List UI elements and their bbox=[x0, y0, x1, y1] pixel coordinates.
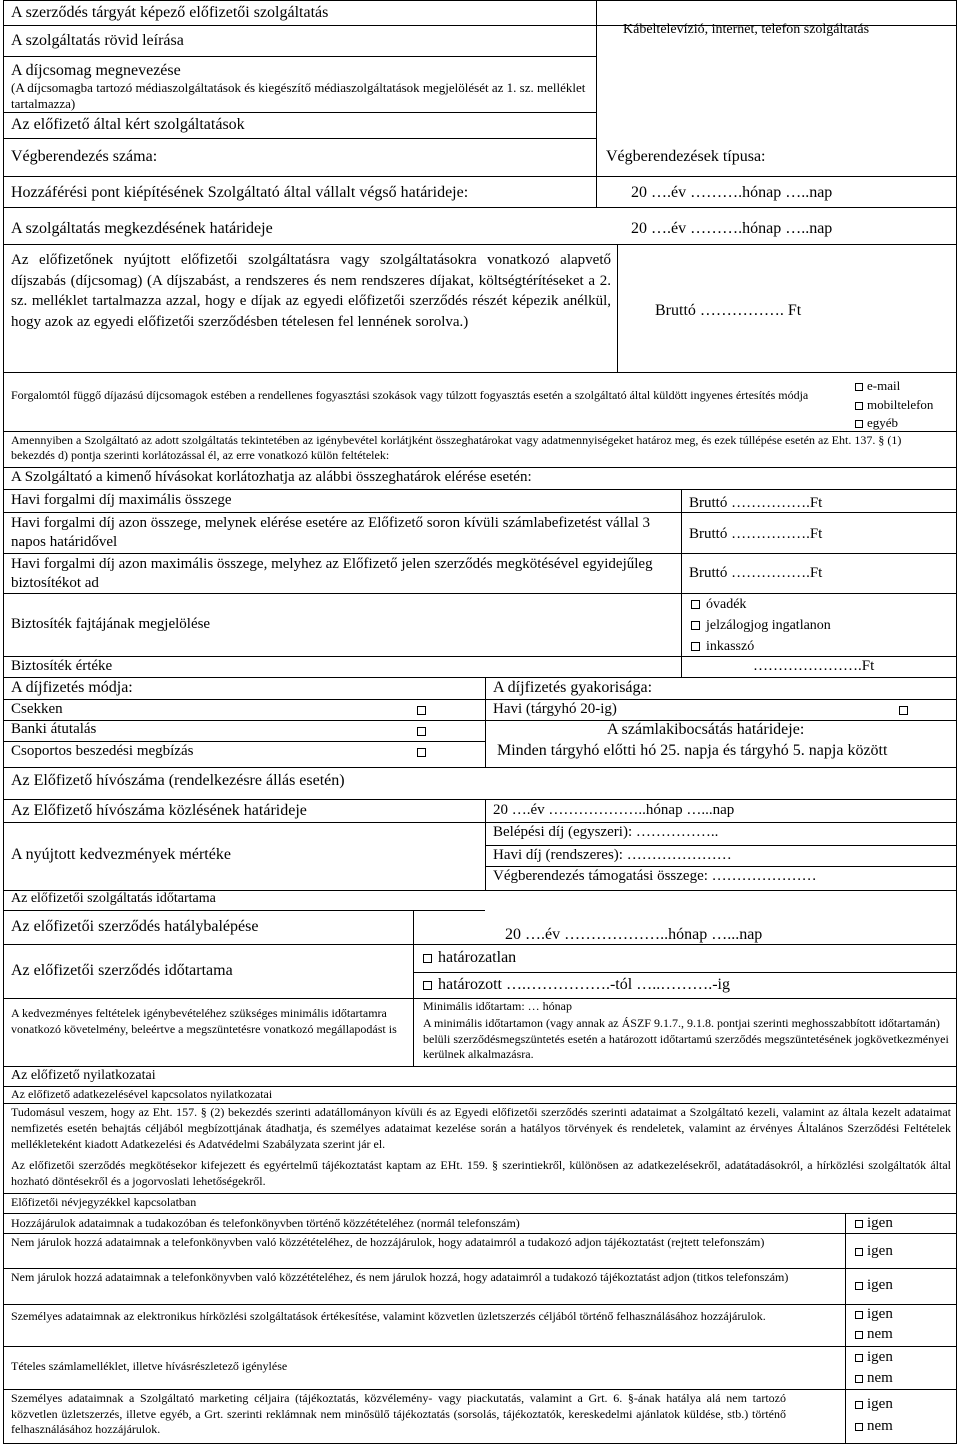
security-option-collection[interactable]: inkasszó bbox=[691, 639, 754, 655]
discounts-label: A nyújtott kedvezmények mértéke bbox=[11, 846, 231, 863]
effective-value: 20 ….év ………………..hónap …...nap bbox=[505, 926, 763, 943]
phone-label: Az Előfizető hívószáma (rendelkezésre állás esetén) bbox=[11, 772, 345, 789]
answer-normal[interactable]: igen bbox=[855, 1215, 893, 1232]
notify-option-email[interactable]: e-mail bbox=[855, 379, 900, 394]
term-indefinite[interactable]: határozatlan bbox=[423, 949, 516, 967]
device-type-label: Végberendezések típusa: bbox=[606, 148, 766, 165]
security-value: ………………….Ft bbox=[753, 658, 875, 674]
notify-option-mobile[interactable]: mobiltelefon bbox=[855, 398, 933, 413]
directory-title: Előfizetői névjegyzékkel kapcsolatban bbox=[11, 1195, 197, 1209]
pricing-value: Bruttó ……………. Ft bbox=[655, 302, 802, 319]
itemized-bill-text: Tételes számlamelléklet, illetve hívásrészletező igénylése bbox=[11, 1359, 288, 1373]
notification-text: Forgalomtól függő díjazású díjcsomagok estében a rendellenes fogyasztási szokások vagy túlzott fogyasztás esetén a szolgáltató által küldött ingyenes értesítés módja bbox=[11, 388, 809, 402]
contract-form bbox=[3, 0, 957, 1444]
security-type-label: Biztosíték fajtájának megjelölése bbox=[11, 616, 211, 632]
deposit-value: Bruttó …………….Ft bbox=[689, 565, 823, 581]
start-deadline-label: A szolgáltatás megkezdésének határideje bbox=[11, 220, 273, 237]
outside-value: Bruttó …………….Ft bbox=[689, 526, 823, 542]
access-deadline-value: 20 ….év ……….hónap …..nap bbox=[631, 184, 833, 201]
itemized-bill-yes[interactable]: igen bbox=[855, 1349, 893, 1366]
min-period: Minimális időtartam: … hónap bbox=[423, 999, 572, 1013]
method-check: Csekken bbox=[11, 701, 63, 717]
effective-label: Az előfizetői szerződés hatálybalépése bbox=[11, 918, 259, 935]
method-transfer: Banki átutalás bbox=[11, 721, 97, 737]
monthly-fee: Havi díj (rendszeres): ………………… bbox=[493, 847, 732, 863]
package-name-note: (A díjcsomagba tartozó médiaszolgáltatások és kiegészítő médiaszolgáltatások megjelölését az 1. sz. melléklet tartalmazza) bbox=[11, 80, 586, 111]
term-label: Az előfizetői szerződés időtartama bbox=[11, 962, 233, 979]
answer-hidden[interactable]: igen bbox=[855, 1243, 893, 1260]
payment-frequency-label: A díjfizetés gyakorisága: bbox=[493, 679, 653, 696]
marketing-yes[interactable]: igen bbox=[855, 1396, 893, 1413]
requested-services-label: Az előfizető által kért szolgáltatások bbox=[11, 116, 245, 133]
frequency-value: Havi (tárgyhó 20-ig) bbox=[493, 701, 617, 717]
invoice-deadline-value: Minden tárgyhó előtti hó 25. napja és tárgyhó 5. napja között bbox=[497, 742, 888, 759]
phone-deadline-label: Az Előfizető hívószáma közlésének határideje bbox=[11, 802, 307, 819]
security-option-mortgage[interactable]: jelzálogjog ingatlanon bbox=[691, 618, 831, 634]
device-number-label: Végberendezés száma: bbox=[11, 148, 158, 165]
limit-text: Amennyiben a Szolgáltató az adott szolgáltatás tekintetében az igénybevétel korlátjként összeghatárokat vagy adatmennyiségeket határoz meg, és ezek túllépése esetén az Eht. 137. § (1) bekezdés d) pontja szerinti korlátozással él, az erre vonatkozó külön feltételek: bbox=[11, 433, 902, 462]
deposit-label: Havi forgalmi díj azon maximális összege, melyhez az Előfizető jelen szerződés megkötésével egyidejűleg biztosítékot ad bbox=[11, 556, 653, 591]
directory-item-secret: Nem járulok hozzá adataimnak a telefonkönyvben való közzétételéhez, és nem járulok hozzá, hogy adataimról a tudakozó tájékoztatást adjon (titkos telefonszám) bbox=[11, 1270, 789, 1284]
security-option-deposit[interactable]: óvadék bbox=[691, 597, 746, 613]
directory-item-hidden: Nem járulok hozzá adataimnak a telefonkönyvben való közzétételéhez, de hozzájárulok, hogy adataimról a tudakozó adjon tájékoztatást (rejtett telefonszám) bbox=[11, 1235, 765, 1249]
short-desc-value: Kábeltelevízió, internet, telefon szolgáltatás bbox=[623, 22, 870, 37]
start-deadline-value: 20 ….év ……….hónap …..nap bbox=[631, 220, 833, 237]
entry-fee: Belépési díj (egyszeri): …………….. bbox=[493, 824, 719, 840]
term-definite[interactable]: határozott ….…………….-tól …..……….-ig bbox=[423, 976, 730, 994]
security-value-label: Biztosíték értéke bbox=[11, 658, 113, 674]
marketing-no[interactable]: nem bbox=[855, 1418, 893, 1435]
consent-sales-text: Személyes adataimnak az elektronikus hírközlési szolgáltatások értékesítése, valamint közvetlen üzletszerzés céljából történő felhasználásához hozzájárulok. bbox=[11, 1309, 766, 1323]
outside-label: Havi forgalmi díj azon összege, melynek elérése esetére az Előfizető soron kívüli számlabefizetést vállal 3 napos határidővel bbox=[11, 515, 651, 550]
method-direct-debit: Csoportos beszedési megbízás bbox=[11, 743, 194, 759]
consent-sales-yes[interactable]: igen bbox=[855, 1306, 893, 1323]
invoice-deadline-label: A számlakibocsátás határideje: bbox=[607, 721, 805, 738]
data-text-1: Tudomásul veszem, hogy az Eht. 157. § (2) bekezdés szerinti adatállományon kívüli és az Egyedi előfizetői szerződés szerinti adataimat a Szolgáltató kezeli, valamint az általa kezelt adataimat nemfizetés esetén behajtás céljából megbízottjának átadhatja, és személyes adataimat kezelése során a hatályos törvények és rendeletek, valamint az érvényes Általános Szerződési Feltételek mellékleteként kiadott Adatkezelési és Adatvédelmi Szabályzata szerint jár el. bbox=[11, 1105, 951, 1151]
pricing-text: Az előfizetőnek nyújtott előfizetői szolgáltatásra vagy szolgáltatásokra vonatkozó alapvető díjszabás (díjcsomag) (A díjszabást, a rendszeres és nem rendszeres díjakat, költségtérítéseket a 2. sz. melléklet tartalmazza azzal, hogy e díjak az egyedi előfizetői szerződés részét képezik anélkül, hogy azok az egyedi előfizetői szerződésben tételesen fel lennének sorolva.) bbox=[11, 252, 611, 331]
consent-sales-no[interactable]: nem bbox=[855, 1326, 893, 1343]
duration-label: Az előfizetői szolgáltatás időtartama bbox=[11, 891, 216, 906]
section-title: A szerződés tárgyát képező előfizetői szolgáltatás bbox=[11, 4, 329, 21]
answer-secret[interactable]: igen bbox=[855, 1277, 893, 1294]
payment-method-label: A díjfizetés módja: bbox=[11, 679, 133, 696]
marketing-text: Személyes adataimnak a Szolgáltató marketing céljaira (tájékoztatás, közvélemény- vagy piackutatás, valamint a Grt. 6. §-ának hatálya alá nem tartozó közvetlen üzletszerzés, illetve egyéb, a Grt. szerinti reklámnak nem minősülő tájékoztatás (sorsolás, tájékoztatók, kereskedelmi ajánlatok küldése, stb.) történő felhasználásához hozzájárulok. bbox=[11, 1391, 786, 1437]
notify-option-other[interactable]: egyéb bbox=[855, 416, 898, 431]
directory-item-normal: Hozzájárulok adataimnak a tudakozóban és telefonkönyvben történő közzétételéhez (normál telefonszám) bbox=[11, 1216, 520, 1230]
data-text-2: Az előfizetői szerződés megkötésekor kifejezett és egyértelmű tájékoztatást kaptam az EHt. 159. § szerintiekről, különösen az adatkezelésekről, adatátadásokról, a hírközlési szolgáltatók által hozható döntésekről és a jogorvoslati lehetőségekről. bbox=[11, 1158, 951, 1188]
max-fee-value: Bruttó …………….Ft bbox=[689, 495, 823, 511]
form-frame bbox=[3, 0, 957, 1444]
access-deadline-label: Hozzáférési pont kiépítésének Szolgáltató által vállalt végső határideje: bbox=[11, 184, 469, 201]
phone-deadline-value: 20 ….év ………………..hónap …...nap bbox=[493, 802, 735, 818]
short-desc-label: A szolgáltatás rövid leírása bbox=[11, 32, 184, 49]
min-req-label: A kedvezményes feltételek igénybevételéhez szükséges minimális időtartamra vonatkozó követelmény, beleértve a megszüntetésre vonatkozó megállapodást is bbox=[11, 1006, 397, 1036]
itemized-bill-no[interactable]: nem bbox=[855, 1370, 893, 1387]
min-period-text: A minimális időtartamon (vagy annak az ÁSZF 9.1.7., 9.1.8. pontjai szerinti meghosszabbított időtartamán) belüli szerződésmegszüntetés esetén a határozott időtartamú szerződés megszüntetésének jogkövetkezményei kerülnek alkalmazásra. bbox=[423, 1016, 949, 1062]
package-name-label: A díjcsomag megnevezése bbox=[11, 62, 181, 79]
device-support: Végberendezés támogatási összege: ………………… bbox=[493, 868, 817, 884]
limits-title: A Szolgáltató a kimenő hívásokat korlátozhatja az alábbi összeghatárok elérése esetén: bbox=[11, 469, 532, 485]
data-title: Az előfizető adatkezelésével kapcsolatos nyilatkozatai bbox=[11, 1087, 273, 1101]
max-fee-label: Havi forgalmi díj maximális összege bbox=[11, 492, 232, 508]
declaration-title: Az előfizető nyilatkozatai bbox=[11, 1068, 156, 1083]
